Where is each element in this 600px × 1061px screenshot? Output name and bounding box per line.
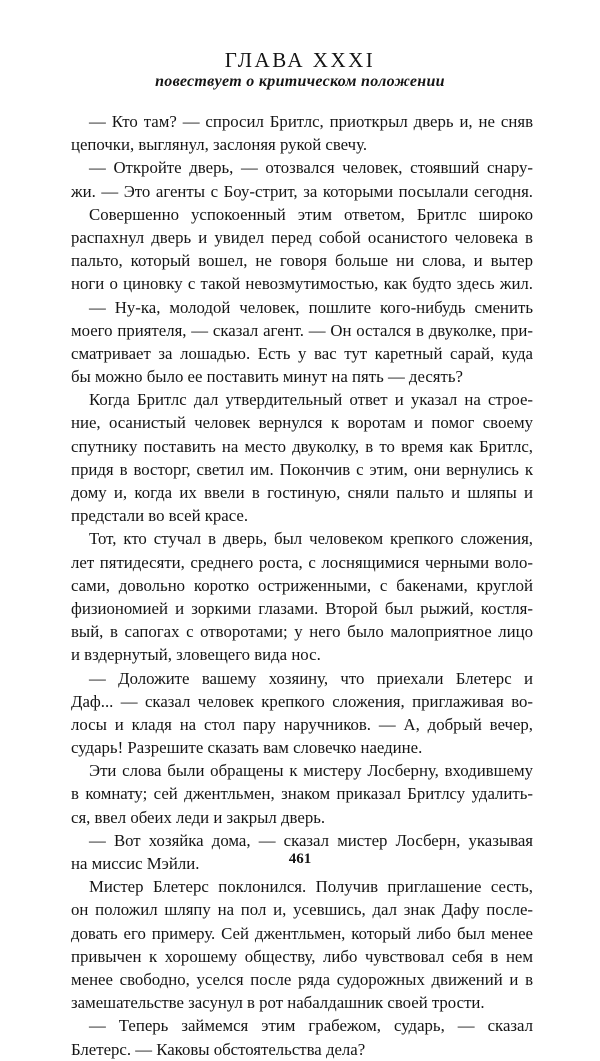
- text-line: распахнул дверь и увидел перед собой осанистого человека в: [71, 227, 533, 247]
- chapter-title: ГЛАВА XXXI: [224, 48, 376, 73]
- text-line: сударь! Разрешите сказать вам словечко наедине.: [71, 738, 423, 758]
- page-number: 461: [288, 851, 312, 867]
- text-line: менее свободно, уселся после ряда судорожных движений и в: [71, 969, 533, 989]
- text-line: жи. — Это агенты с Боу-стрит, за которыми посылали сегодня.: [71, 181, 533, 201]
- text-line: сами, довольно коротко остриженными, с бакенами, круглой: [71, 575, 533, 595]
- text-line: лосы и кладя на стол пару наручников. — А, добрый вечер,: [71, 714, 533, 734]
- text-line: привычен к хорошему обществу, либо чувствовал себя в нем: [71, 946, 533, 966]
- text-line: Эти слова были обращены к мистеру Лосберну, входившему: [89, 761, 533, 781]
- text-line: в комнату; сей джентльмен, знаком приказал Бритлсу удалить-: [71, 784, 533, 804]
- text-line: — Теперь займемся этим грабежом, сударь, — сказал: [89, 1016, 533, 1036]
- text-line: ся, ввел обеих леди и закрыл дверь.: [71, 807, 326, 827]
- text-line: ноги о циновку с такой невозмутимостью, как будто здесь жил.: [71, 274, 533, 294]
- text-line: спутнику поставить на место двуколку, в то время как Бритлс,: [71, 436, 533, 456]
- chapter-subtitle: повествует о критическом положении: [155, 73, 445, 90]
- text-line: — Откройте дверь, — отозвался человек, стоявший снару-: [89, 158, 533, 178]
- text-line: Мистер Блетерс поклонился. Получив приглашение сесть,: [89, 877, 533, 897]
- text-line: на миссис Мэйли.: [71, 854, 200, 873]
- text-line: ние, осанистый человек вернулся к воротам и помог своему: [71, 413, 533, 433]
- text-line: и вздернутый, зловещего вида нос.: [71, 645, 321, 665]
- text-line: физиономией и зоркими глазами. Второй был рыжий, костля-: [71, 598, 533, 618]
- text-line: Совершенно успокоенный этим ответом, Бритлс широко: [89, 204, 533, 224]
- text-line: он положил шляпу на пол и, усевшись, дал знак Дафу после-: [71, 900, 533, 920]
- text-line: — Кто там? — спросил Бритлс, приоткрыл дверь и, не сняв: [89, 112, 533, 131]
- body-text: [71, 110, 533, 1061]
- text-line: Когда Бритлс дал утвердительный ответ и указал на строе-: [89, 390, 533, 410]
- text-line: Блетерс. — Каковы обстоятельства дела?: [71, 1039, 366, 1059]
- text-line: Даф... — сказал человек крепкого сложения, приглаживая во-: [71, 691, 533, 711]
- text-line: придя в восторг, светил им. Покончив с этим, они вернулись к: [71, 459, 533, 479]
- text-line: — Ну-ка, молодой человек, пошлите кого-нибудь сменить: [89, 297, 533, 317]
- text-line: вый, в сапогах с отворотами; у него было малоприятное лицо: [71, 622, 533, 642]
- text-line: сматривает за лошадью. Есть у вас тут каретный сарай, куда: [71, 343, 533, 363]
- text-line: лет пятидесяти, среднего роста, с лоснящимися черными воло-: [71, 552, 533, 572]
- text-line: пальто, который вошел, не говоря больше ни слова, и вытер: [71, 251, 533, 271]
- text-line: Тот, кто стучал в дверь, был человеком крепкого сложения,: [89, 529, 533, 549]
- text-line: бы можно было ее поставить минут на пять — десять?: [71, 367, 463, 387]
- text-line: замешательстве засунул в рот набалдашник своей трости.: [71, 993, 485, 1013]
- text-line: — Доложите вашему хозяину, что приехали Блетерс и: [89, 668, 533, 688]
- text-line: довать его примеру. Сей джентльмен, который либо был менее: [71, 923, 533, 943]
- text-line: предстали во всей красе.: [71, 506, 249, 526]
- text-line: моего приятеля, — сказал агент. — Он остался в двуколке, при-: [71, 320, 533, 340]
- text-line: дому и, когда их ввели в гостиную, сняли пальто и шляпы и: [71, 483, 533, 502]
- text-line: цепочки, выглянул, заслоняя рукой свечу.: [71, 135, 368, 155]
- text-line: — Вот хозяйка дома, — сказал мистер Лосберн, указывая: [89, 830, 533, 850]
